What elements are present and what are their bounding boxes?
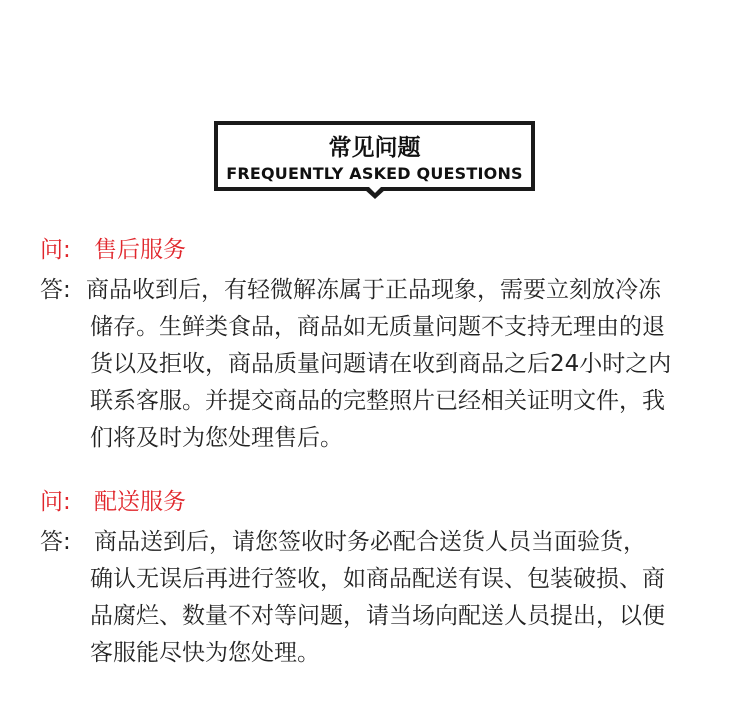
answer-block [40, 276, 720, 461]
answer-line: 们将及时为您处理售后。 [90, 425, 343, 451]
faq-subtitle: FREQUENTLY ASKED QUESTIONS [226, 164, 523, 183]
answer-line: 确认无误后再进行签收，如商品配送有误、包装破损、商 [90, 566, 665, 592]
faq-title: 常见问题 [328, 135, 421, 161]
answer-line: 品腐烂、数量不对等问题，请当场向配送人员提出，以便 [90, 603, 665, 629]
header-pointer-inner [369, 187, 381, 193]
answer-text: 商品送到后，请您签收时务必配合送货人员当面验货， [94, 529, 646, 555]
answer-prefix: 答: [40, 277, 71, 303]
question-line [40, 236, 720, 264]
answer-line: 联系客服。并提交商品的完整照片已经相关证明文件，我 [90, 388, 665, 414]
answer-prefix: 答: [40, 529, 71, 555]
answer-text: 商品收到后，有轻微解冻属于正品现象，需要立刻放冷冻 [86, 277, 661, 303]
faq-header-box [214, 121, 535, 191]
answer-line: 储存。生鲜类食品，商品如无质量问题不支持无理由的退 [90, 314, 665, 340]
answer-line: 货以及拒收，商品质量问题请在收到商品之后24小时之内 [90, 351, 672, 377]
question-prefix: 问: [40, 237, 71, 263]
answer-line: 客服能尽快为您处理。 [90, 640, 320, 666]
faq-item-after-sales [40, 236, 720, 461]
answer-line [40, 528, 720, 565]
answer-line [40, 276, 720, 313]
answer-block [40, 528, 720, 676]
question-text: 配送服务 [94, 489, 186, 515]
question-line [40, 488, 720, 516]
question-prefix: 问: [40, 489, 71, 515]
faq-item-delivery [40, 488, 720, 676]
question-text: 售后服务 [94, 237, 186, 263]
